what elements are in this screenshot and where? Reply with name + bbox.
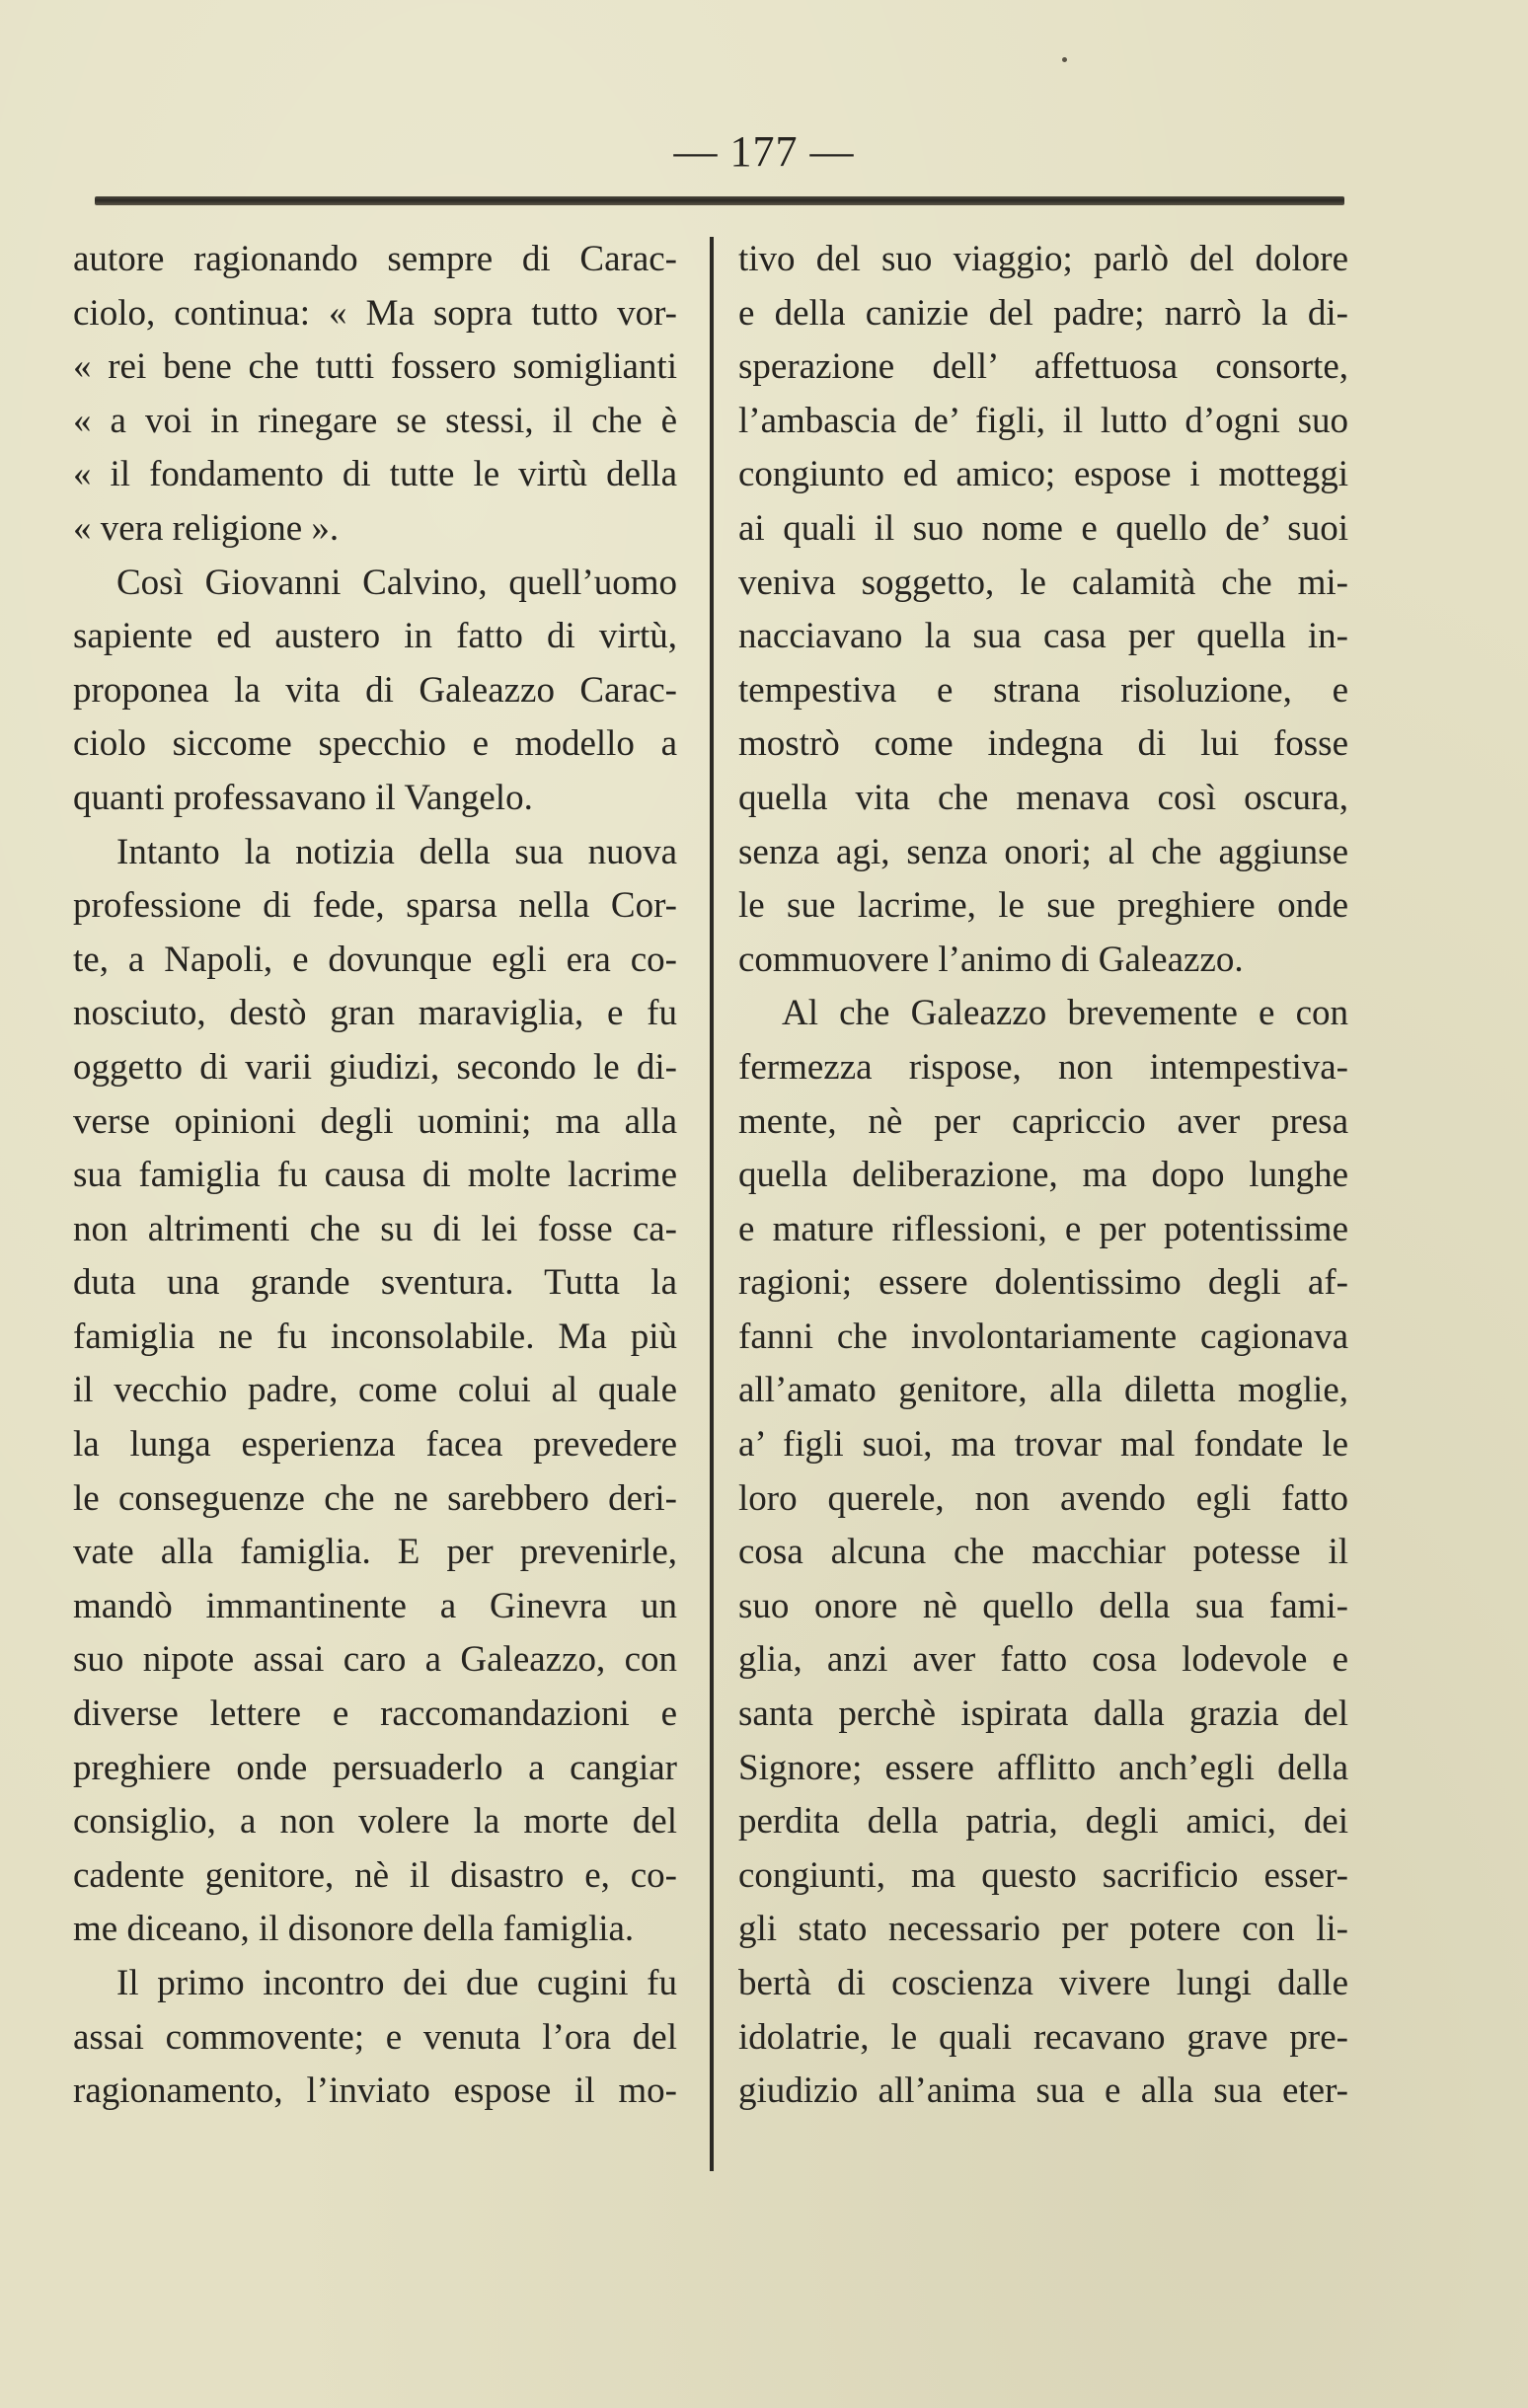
right-column-text-line: gli stato necessario per potere con li- xyxy=(738,1909,1348,1950)
right-column-text-line: idolatrie, le quali recavano grave pre- xyxy=(738,2016,1348,2058)
right-column-text-line: all’amato genitore, alla diletta moglie, xyxy=(738,1370,1348,1411)
right-column-text-line: mente, nè per capriccio aver presa xyxy=(738,1100,1348,1142)
left-column-text-line: ragionamento, l’inviato espose il mo- xyxy=(73,2070,677,2112)
right-column-text-line: loro querele, non avendo egli fatto xyxy=(738,1477,1348,1519)
left-column-text-line: cadente genitore, nè il disastro e, co- xyxy=(73,1854,677,1896)
right-column-text-line: commuovere l’animo di Galeazzo. xyxy=(738,939,1244,980)
right-column-text-line: ragioni; essere dolentissimo degli af- xyxy=(738,1262,1348,1304)
right-column-text-line: nacciavano la sua casa per quella in- xyxy=(738,616,1348,657)
left-column-text-line: oggetto di varii giudizi, secondo le di- xyxy=(73,1046,677,1088)
right-column-text-line: mostrò come indegna di lui fosse xyxy=(738,723,1348,765)
right-column-text-line: tempestiva e strana risoluzione, e xyxy=(738,669,1348,711)
right-column-text-line: sperazione dell’ affettuosa consorte, xyxy=(738,346,1348,388)
right-column-text-line: tivo del suo viaggio; parlò del dolore xyxy=(738,239,1348,279)
left-column-text-line: non altrimenti che su di lei fosse ca- xyxy=(73,1208,677,1249)
left-column-text-line: assai commovente; e venuta l’ora del xyxy=(73,2016,677,2058)
right-column-text-line: Al che Galeazzo brevemente e con xyxy=(782,993,1348,1034)
right-column-text-line: cosa alcuna che macchiar potesse il xyxy=(738,1532,1348,1573)
column-divider xyxy=(710,237,714,2171)
left-column-text-line: me diceano, il disonore della famiglia. xyxy=(73,1909,635,1950)
left-column-text-line: duta una grande sventura. Tutta la xyxy=(73,1262,677,1304)
right-column-text-line: quella vita che menava così oscura, xyxy=(738,777,1348,818)
right-column-text-line: perdita della patria, degli amici, dei xyxy=(738,1801,1348,1843)
right-column-text-line: glia, anzi aver fatto cosa lodevole e xyxy=(738,1639,1348,1681)
left-column-text-line: te, a Napoli, e dovunque egli era co- xyxy=(73,939,677,980)
left-column-text-line: autore ragionando sempre di Carac- xyxy=(73,239,677,279)
left-column-text-line: nosciuto, destò gran maraviglia, e fu xyxy=(73,993,677,1034)
right-column-text-line: senza agi, senza onori; al che aggiunse xyxy=(738,831,1348,872)
left-column-text-line: Intanto la notizia della sua nuova xyxy=(116,831,677,872)
right-column-text-line: suo onore nè quello della sua fami- xyxy=(738,1585,1348,1626)
left-column-text-line: la lunga esperienza facea prevedere xyxy=(73,1424,677,1466)
right-column-text-line: e della canizie del padre; narrò la di- xyxy=(738,292,1348,334)
left-column-text-line: sapiente ed austero in fatto di virtù, xyxy=(73,616,677,657)
left-column-text-line: proponea la vita di Galeazzo Carac- xyxy=(73,669,677,711)
left-column-text-line: Così Giovanni Calvino, quell’uomo xyxy=(116,562,677,603)
left-column-text-line: Il primo incontro dei due cugini fu xyxy=(116,1963,677,2003)
right-column-text-line: congiunti, ma questo sacrificio esser- xyxy=(738,1854,1348,1896)
right-column-text-line: ai quali il suo nome e quello de’ suoi xyxy=(738,507,1348,549)
left-column-text-line: ciolo, continua: « Ma sopra tutto vor- xyxy=(73,292,677,334)
right-column-text-line: fanni che involontariamente cagionava xyxy=(738,1316,1348,1357)
left-column-text-line: famiglia ne fu inconsolabile. Ma più xyxy=(73,1316,677,1357)
left-column-text-line: ciolo siccome specchio e modello a xyxy=(73,723,677,765)
left-column-text-line: le conseguenze che ne sarebbero deri- xyxy=(73,1477,677,1519)
left-column-text-line: preghiere onde persuaderlo a cangiar xyxy=(73,1747,677,1788)
right-column-text-line: bertà di coscienza vivere lungi dalle xyxy=(738,1963,1348,2003)
left-column-text-line: vate alla famiglia. E per prevenirle, xyxy=(73,1532,677,1573)
right-column-text-line: veniva soggetto, le calamità che mi- xyxy=(738,562,1348,603)
ink-speck xyxy=(1062,57,1067,62)
left-column-text-line: verse opinioni degli uomini; ma alla xyxy=(73,1100,677,1142)
right-column-text-line: le sue lacrime, le sue preghiere onde xyxy=(738,885,1348,927)
page-number: — 177 — xyxy=(673,127,855,176)
right-column-text-line: giudizio all’anima sua e alla sua eter- xyxy=(738,2070,1348,2112)
left-column-text-line: diverse lettere e raccomandazioni e xyxy=(73,1693,677,1735)
left-column-text-line: professione di fede, sparsa nella Cor- xyxy=(73,885,677,927)
right-column-text-line: e mature riflessioni, e per potentissime xyxy=(738,1208,1348,1249)
right-column-text-line: congiunto ed amico; espose i motteggi xyxy=(738,454,1348,495)
right-column-text-line: fermezza rispose, non intempestiva- xyxy=(738,1046,1348,1088)
right-column-text-line: santa perchè ispirata dalla grazia del xyxy=(738,1693,1348,1735)
left-column-text-line: sua famiglia fu causa di molte lacrime xyxy=(73,1155,677,1196)
left-column-text-line: mandò immantinente a Ginevra un xyxy=(73,1585,677,1626)
left-column-text-line: « vera religione ». xyxy=(73,507,340,549)
left-column-text-line: suo nipote assai caro a Galeazzo, con xyxy=(73,1639,677,1681)
left-column-text-line: quanti professavano il Vangelo. xyxy=(73,777,533,818)
right-column-text-line: quella deliberazione, ma dopo lunghe xyxy=(738,1155,1348,1196)
left-column-text-line: il vecchio padre, come colui al quale xyxy=(73,1370,677,1411)
left-column-text-line: consiglio, a non volere la morte del xyxy=(73,1801,677,1843)
right-column-text-line: l’ambascia de’ figli, il lutto d’ogni suo xyxy=(738,400,1348,441)
right-column-text-line: Signore; essere afflitto anch’egli della xyxy=(738,1747,1348,1788)
left-column-text-line: « a voi in rinegare se stessi, il che è xyxy=(73,400,677,441)
header-rule xyxy=(95,196,1344,205)
left-column xyxy=(73,233,677,2119)
left-column-text-line: « rei bene che tutti fossero somiglianti xyxy=(73,346,677,388)
right-column-text-line: a’ figli suoi, ma trovar mal fondate le xyxy=(738,1424,1348,1466)
right-column xyxy=(738,233,1348,2119)
left-column-text-line: « il fondamento di tutte le virtù della xyxy=(73,454,677,495)
